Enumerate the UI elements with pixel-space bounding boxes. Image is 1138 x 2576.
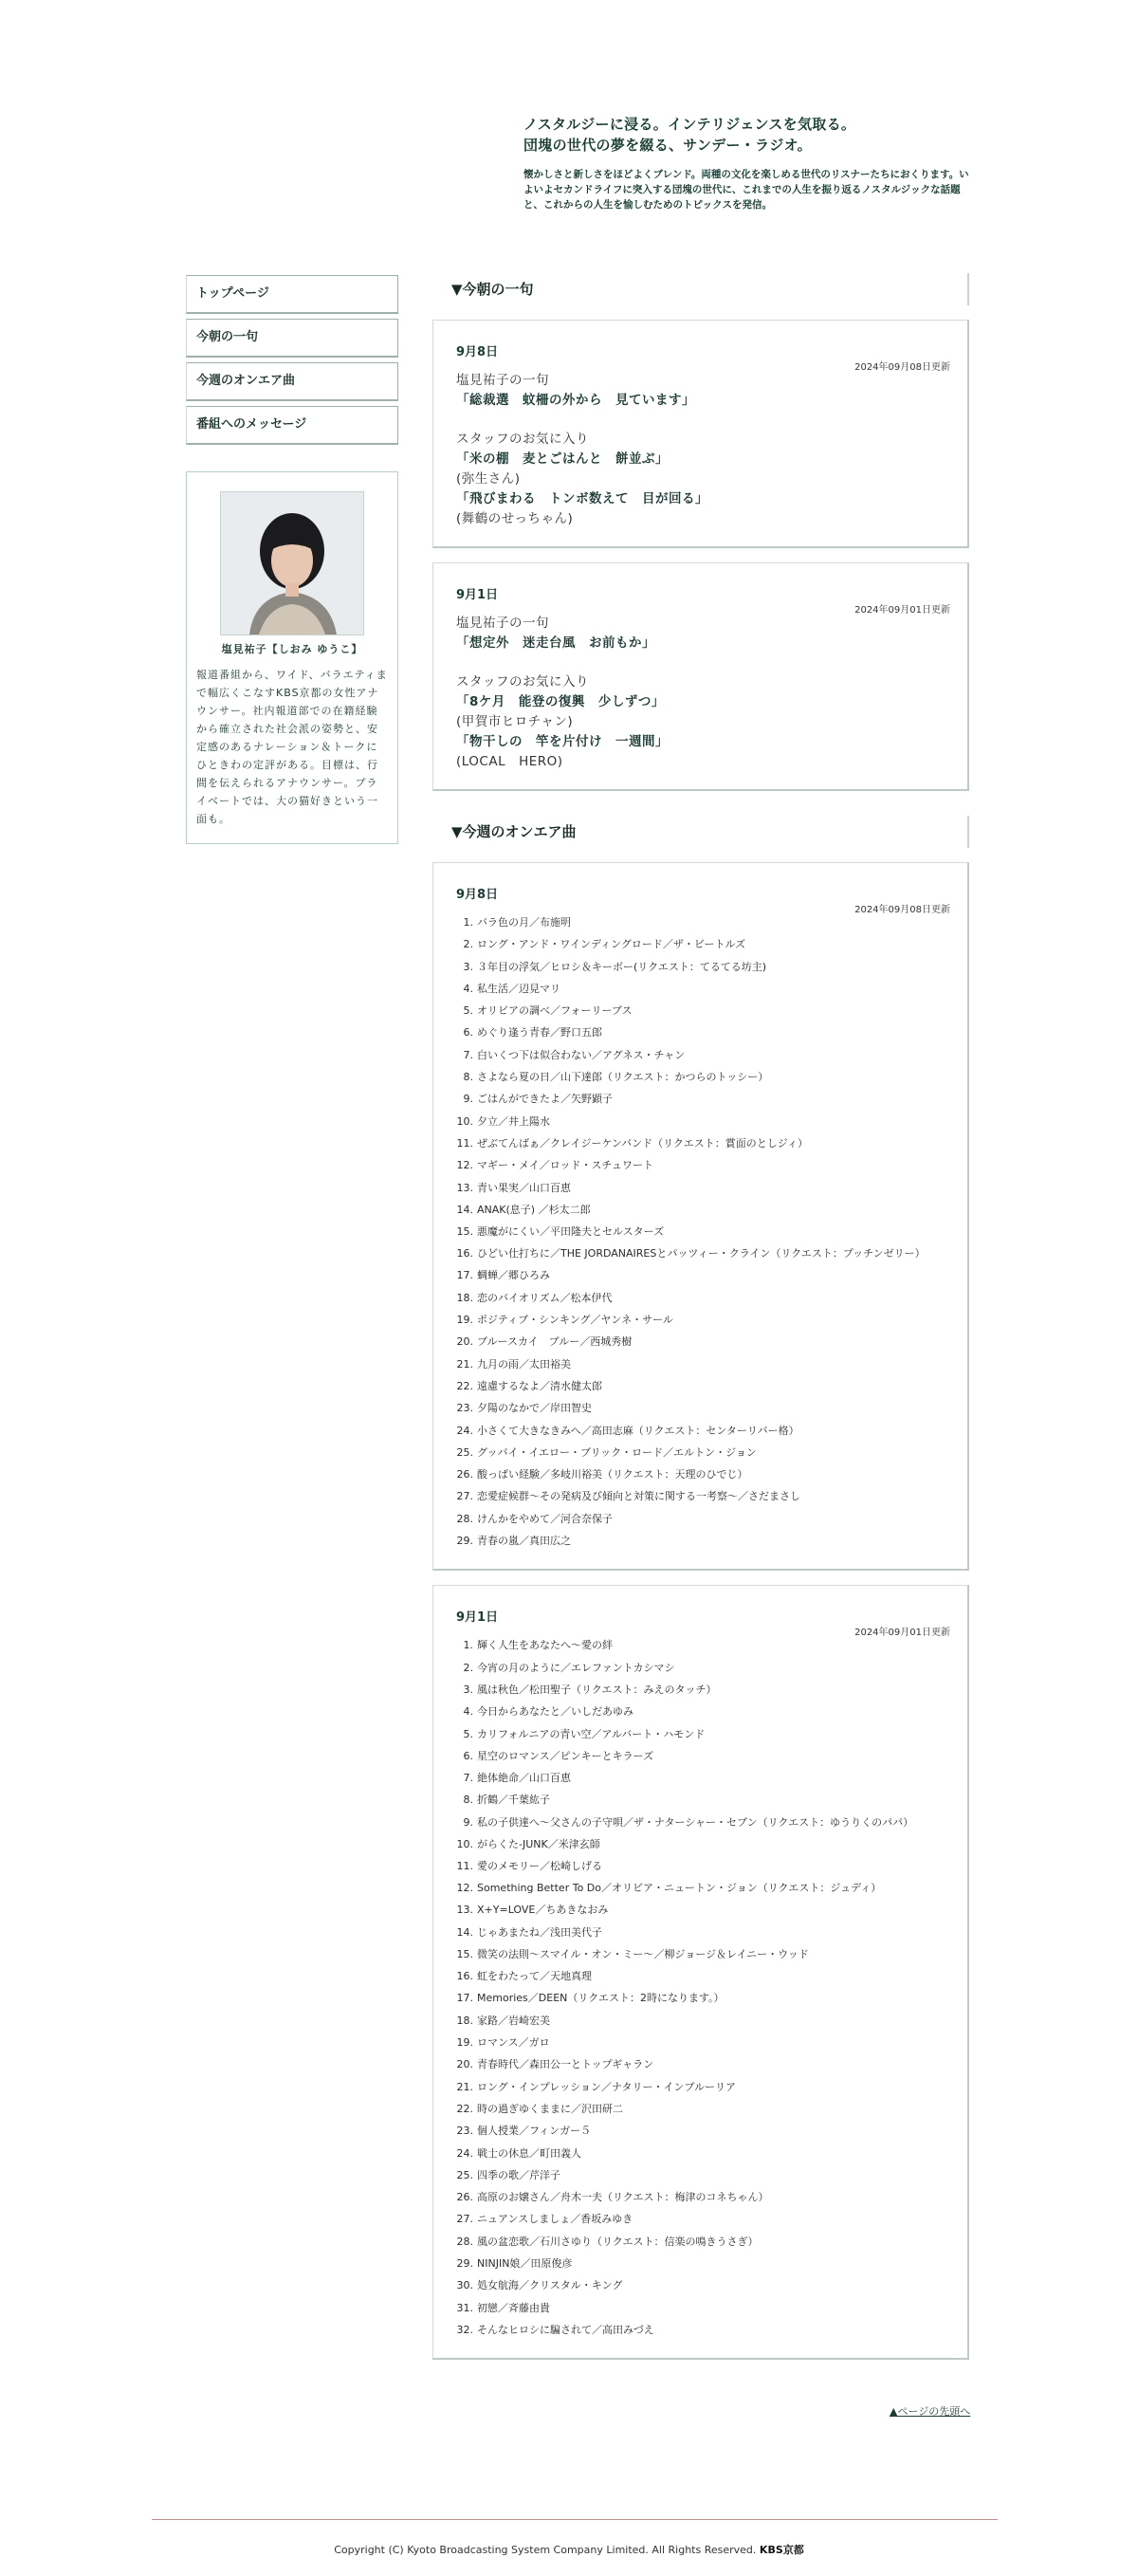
song-number: 12. <box>456 1159 473 1172</box>
song-title: 高原のお嬢さん／舟木一夫（リクエスト：梅津のコネちゃん） <box>477 2191 769 2204</box>
song-item <box>456 1111 950 1132</box>
page-top-link[interactable]: ▲ページの先頭へ <box>890 2405 971 2418</box>
song-title: 青春の嵐／真田広之 <box>477 1535 571 1548</box>
onair-section-heading: ▼今週のオンエア曲 <box>432 816 969 848</box>
song-list <box>456 911 950 1552</box>
song-title: 風は秋色／松田聖子（リクエスト：みえのタッチ） <box>477 1683 717 1696</box>
song-item <box>456 2297 950 2319</box>
sidebar <box>186 275 398 844</box>
song-number: 15. <box>456 1225 473 1239</box>
staff-ku-author: (甲賀市ヒロチャン) <box>456 714 574 729</box>
song-title: 九月の雨／太田裕美 <box>477 1357 571 1371</box>
song-number: 3. <box>463 960 473 973</box>
song-number: 11. <box>456 1859 473 1872</box>
entry-date: 9月8日 <box>456 345 499 359</box>
song-title: 今宵の月のように／エレファントカシマシ <box>477 1661 675 1674</box>
song-title: 個人授業／フィンガー５ <box>477 2125 592 2138</box>
host-ku: 「総裁選 蚊柵の外から 見ています」 <box>456 393 695 408</box>
song-item <box>456 1701 950 1722</box>
song-item <box>456 978 950 1000</box>
song-item <box>456 1508 950 1530</box>
song-number: 27. <box>456 2213 473 2226</box>
song-title: ニュアンスしましょ／香坂みゆき <box>477 2213 633 2226</box>
song-number: 22. <box>456 1379 473 1392</box>
song-item <box>456 2098 950 2120</box>
song-title: 青春時代／森田公一とトップギャラン <box>477 2058 654 2071</box>
song-number: 2. <box>463 1661 473 1674</box>
song-title: 遠慮するなよ／清水健太郎 <box>477 1379 602 1392</box>
song-title: 時の過ぎゆくままに／沢田研二 <box>477 2102 623 2115</box>
song-title: 戦士の休息／町田義人 <box>477 2146 581 2160</box>
song-number: 5. <box>463 1004 473 1018</box>
song-item <box>456 1657 950 1679</box>
footer-copyright <box>0 2542 1138 2557</box>
song-title: カリフォルニアの青い空／アルバート・ハモンド <box>477 1727 706 1740</box>
haiku-entry <box>432 562 969 791</box>
song-number: 17. <box>456 1269 473 1282</box>
song-title: 絶体絶命／山口百恵 <box>477 1772 571 1785</box>
song-number: 19. <box>456 1314 473 1327</box>
haiku-section-heading: ▼今朝の一句 <box>432 273 969 305</box>
entry-updated: 2024年09月01日更新 <box>854 605 950 616</box>
song-item <box>456 1530 950 1552</box>
song-title: グッバイ・イエロー・ブリック・ロード／エルトン・ジョン <box>477 1445 757 1459</box>
song-number: 24. <box>456 2146 473 2160</box>
song-item <box>456 2120 950 2142</box>
song-title: ANAK(息子) ／杉太二郎 <box>477 1203 591 1216</box>
song-item <box>456 1789 950 1811</box>
entry-date: 9月1日 <box>456 588 499 602</box>
song-item <box>456 1679 950 1701</box>
staff-ku: 「米の棚 麦とごはんと 餅並ぶ」 <box>456 451 669 467</box>
song-item <box>456 1463 950 1485</box>
song-title: X+Y=LOVE／ちあきなおみ <box>477 1904 609 1917</box>
entry-date: 9月1日 <box>456 1610 499 1626</box>
program-intro: 懐かしさと新しさをほどよくブレンド。両種の文化を楽しめる世代のリスナーたちにおくります。いよいよセカンドライフに突入する団塊の世代に、これまでの人生を振り返るノスタルジックな話題と、これからの人生を愉しむためのトピックスを発信。 <box>523 169 969 211</box>
nav-item-top[interactable]: トップページ <box>186 275 398 314</box>
song-number: 9. <box>463 1093 473 1106</box>
song-title: Something Better To Do／オリビア・ニュートン・ジョン（リクエスト：ジュディ） <box>477 1882 882 1895</box>
song-number: 10. <box>456 1114 473 1128</box>
song-item <box>456 1000 950 1021</box>
nav-item-haiku[interactable]: 今朝の一句 <box>186 319 398 358</box>
song-number: 4. <box>463 1705 473 1719</box>
song-number: 14. <box>456 1203 473 1216</box>
song-item <box>456 1899 950 1921</box>
song-item <box>456 1723 950 1745</box>
song-number: 31. <box>456 2301 473 2314</box>
song-item <box>456 2053 950 2075</box>
song-item <box>456 1177 950 1199</box>
song-number: 25. <box>456 1445 473 1459</box>
song-number: 22. <box>456 2102 473 2115</box>
song-item <box>456 1485 950 1507</box>
staff-ku-author: (弥生さん) <box>456 471 521 487</box>
haiku-entry <box>432 320 969 548</box>
song-item <box>456 1745 950 1767</box>
song-title: がらくた-JUNK／米津玄師 <box>477 1837 600 1850</box>
song-title: 夕陽のなかで／岸田智史 <box>477 1402 592 1415</box>
song-number: 26. <box>456 1468 473 1481</box>
song-item <box>456 1375 950 1397</box>
song-title: ３年目の浮気／ヒロシ＆キーボー(リクエスト：てるてる坊主) <box>477 960 767 973</box>
host-name: 塩見祐子【しおみ ゆうこ】 <box>221 643 363 655</box>
song-number: 12. <box>456 1882 473 1895</box>
song-title: ロマンス／ガロ <box>477 2036 550 2050</box>
song-number: 14. <box>456 1925 473 1939</box>
song-number: 17. <box>456 1992 473 2005</box>
song-number: 27. <box>456 1490 473 1503</box>
song-title: 白いくつ下は似合わない／アグネス・チャン <box>477 1048 686 1061</box>
song-number: 18. <box>456 1291 473 1304</box>
song-number: 13. <box>456 1904 473 1917</box>
song-number: 15. <box>456 1947 473 1960</box>
song-title: 折鶴／千葉紘子 <box>477 1794 550 1807</box>
song-title: ロング・インプレッション／ナタリー・インブルーリア <box>477 2080 737 2093</box>
song-title: 恋愛症候群～その発病及び傾向と対策に関する一考察～／さだまさし <box>477 1490 800 1503</box>
song-number: 11. <box>456 1136 473 1150</box>
song-title: 夕立／井上陽水 <box>477 1114 550 1128</box>
song-item <box>456 1965 950 1987</box>
staff-ku-author: (LOCAL HERO) <box>456 754 563 769</box>
song-number: 6. <box>463 1026 473 1040</box>
main-content <box>432 273 969 2360</box>
song-item <box>456 2319 950 2341</box>
tagline-line-1: ノスタルジーに浸る。インテリジェンスを気取る。 <box>523 116 856 133</box>
song-item <box>456 2253 950 2274</box>
song-title: 風の盆恋歌／石川さゆり（リクエスト：信楽の鳴きうさぎ） <box>477 2235 759 2248</box>
song-item <box>456 1044 950 1066</box>
song-title: 蜩蝉／郷ひろみ <box>477 1269 550 1282</box>
song-title: 酸っぱい経験／多岐川裕美（リクエスト：天理のひでじ） <box>477 1468 748 1481</box>
song-title: 虹をわたって／天地真理 <box>477 1970 592 1983</box>
host-ku-label: 塩見祐子の一句 <box>456 616 549 631</box>
song-item <box>456 1855 950 1877</box>
song-item <box>456 956 950 978</box>
song-title: そんなヒロシに騙されて／高田みづえ <box>477 2323 654 2336</box>
song-number: 24. <box>456 1424 473 1437</box>
song-number: 3. <box>463 1683 473 1696</box>
song-item <box>456 1397 950 1419</box>
song-number: 13. <box>456 1181 473 1194</box>
song-item <box>456 1877 950 1899</box>
song-item <box>456 2231 950 2253</box>
song-item <box>456 1242 950 1264</box>
song-item <box>456 1767 950 1789</box>
song-list <box>456 1634 950 2341</box>
song-title: Memories／DEEN（リクエスト：2時になります。） <box>477 1992 725 2005</box>
song-number: 23. <box>456 1402 473 1415</box>
song-item <box>456 1221 950 1242</box>
host-ku-label: 塩見祐子の一句 <box>456 373 549 388</box>
staff-ku: 「物干しの 竿を片付け 一週間」 <box>456 734 669 749</box>
song-title: けんかをやめて／河合奈保子 <box>477 1512 613 1525</box>
song-number: 28. <box>456 2235 473 2248</box>
song-number: 29. <box>456 2257 473 2271</box>
song-title: マギー・メイ／ロッド・スチュワート <box>477 1159 654 1172</box>
song-number: 7. <box>463 1772 473 1785</box>
song-number: 10. <box>456 1837 473 1850</box>
song-item <box>456 2076 950 2098</box>
song-item <box>456 1987 950 2009</box>
song-item <box>456 1066 950 1088</box>
song-title: 青い果実／山口百恵 <box>477 1181 571 1194</box>
footer-divider <box>152 2519 998 2520</box>
song-number: 30. <box>456 2279 473 2292</box>
host-photo <box>220 491 364 635</box>
song-number: 8. <box>463 1071 473 1084</box>
song-item <box>456 1634 950 1656</box>
song-number: 16. <box>456 1247 473 1260</box>
song-title: めぐり逢う青春／野口五郎 <box>477 1026 602 1040</box>
host-ku: 「想定外 迷走台風 お前もか」 <box>456 635 655 651</box>
song-title: 愛のメモリー／松崎しげる <box>477 1859 602 1872</box>
song-number: 2. <box>463 938 473 951</box>
song-item <box>456 911 950 933</box>
song-number: 32. <box>456 2323 473 2336</box>
playlist-entry <box>432 862 969 1571</box>
song-title: 私生活／辺見マリ <box>477 982 560 995</box>
song-item <box>456 1442 950 1463</box>
song-title: 恋のバイオリズム／松本伊代 <box>477 1291 613 1304</box>
song-item <box>456 1420 950 1442</box>
song-title: ブルースカイ ブルー／西城秀樹 <box>477 1335 633 1349</box>
staff-ku-author: (舞鶴のせっちゃん) <box>456 511 574 526</box>
song-title: ぜぶてんばぁ／クレイジーケンバンド（リクエスト：賞面のとしジィ） <box>477 1136 809 1150</box>
song-number: 20. <box>456 2058 473 2071</box>
song-number: 4. <box>463 982 473 995</box>
song-item <box>456 2010 950 2032</box>
song-title: 四季の歌／芹洋子 <box>477 2168 560 2181</box>
song-number: 7. <box>463 1048 473 1061</box>
host-bio: 報道番組から、ワイド、バラエティまで幅広くこなすKBS京都の女性アナウンサー。社内報道部での在籍経験から確立された社会派の姿勢と、安定感のあるナレーション＆トークにひときわの定評がある。目標は、行間を伝えられるアナウンサー。プライベートでは、大の猫好きという一面も。 <box>196 669 388 825</box>
entry-updated: 2024年09月08日更新 <box>854 362 950 373</box>
song-item <box>456 1088 950 1110</box>
entry-updated: 2024年09月08日更新 <box>854 905 950 915</box>
tagline-line-2: 団塊の世代の夢を綴る、サンデー・ラジオ。 <box>523 137 812 154</box>
song-item <box>456 1287 950 1309</box>
entry-updated: 2024年09月01日更新 <box>854 1628 950 1639</box>
song-item <box>456 1264 950 1286</box>
nav-item-message[interactable]: 番組へのメッセージ <box>186 406 398 445</box>
song-title: 今日からあなたと／いしだあゆみ <box>477 1705 633 1719</box>
song-title: 家路／岩崎宏美 <box>477 2014 550 2027</box>
song-item <box>456 933 950 955</box>
song-title: 輝く人生をあなたへ～愛の絆 <box>477 1639 613 1652</box>
song-number: 19. <box>456 2036 473 2050</box>
song-item <box>456 2186 950 2208</box>
site-header <box>523 114 969 212</box>
song-item <box>456 1943 950 1965</box>
song-title: さよなら夏の日／山下達郎（リクエスト：かつらのトッシー） <box>477 1071 769 1084</box>
entry-date: 9月8日 <box>456 888 499 902</box>
song-number: 23. <box>456 2125 473 2138</box>
song-number: 21. <box>456 2080 473 2093</box>
song-number: 26. <box>456 2191 473 2204</box>
song-number: 29. <box>456 1535 473 1548</box>
song-item <box>456 1021 950 1043</box>
song-item <box>456 2208 950 2230</box>
song-item <box>456 1132 950 1154</box>
song-item <box>456 1154 950 1176</box>
song-number: 1. <box>463 1639 473 1652</box>
song-number: 5. <box>463 1727 473 1740</box>
song-title: 星空のロマンス／ピンキーとキラーズ <box>477 1749 654 1762</box>
staff-pick-label: スタッフのお気に入り <box>456 432 589 447</box>
song-item <box>456 1833 950 1855</box>
song-number: 20. <box>456 1335 473 1349</box>
song-title: 処女航海／クリスタル・キング <box>477 2279 623 2292</box>
song-title: NINJIN娘／田原俊彦 <box>477 2257 573 2271</box>
song-title: ごはんができたよ／矢野顕子 <box>477 1093 613 1106</box>
song-item <box>456 1199 950 1221</box>
song-item <box>456 1331 950 1352</box>
song-title: 小さくて大きなきみへ／高田志麻（リクエスト：センターリバー格） <box>477 1424 799 1437</box>
song-title: 微笑の法則～スマイル・オン・ミー～／柳ジョージ＆レイニー・ウッド <box>477 1947 809 1960</box>
song-number: 16. <box>456 1970 473 1983</box>
copyright-text: Copyright (C) Kyoto Broadcasting System Company Limited. All Rights Reserved. <box>334 2544 760 2556</box>
song-item <box>456 1812 950 1833</box>
song-title: じゃあまたね／浅田美代子 <box>477 1925 602 1939</box>
footer-brand: KBS京都 <box>759 2544 804 2556</box>
staff-ku: 「8ケ月 能登の復興 少しずつ」 <box>456 694 665 709</box>
song-title: 悪魔がにくい／平田隆夫とセルスターズ <box>477 1225 665 1239</box>
song-number: 21. <box>456 1357 473 1371</box>
song-number: 18. <box>456 2014 473 2027</box>
song-number: 6. <box>463 1749 473 1762</box>
song-title: 私の子供達へ～父さんの子守唄／ザ・ナターシャー・セブン（リクエスト：ゆうりくのパパ） <box>477 1815 914 1829</box>
playlist-entry <box>432 1585 969 2360</box>
song-title: ロング・アンド・ワインディングロード／ザ・ビートルズ <box>477 938 746 951</box>
song-number: 9. <box>463 1815 473 1829</box>
song-title: バラ色の月／布施明 <box>477 916 571 929</box>
staff-pick-label: スタッフのお気に入り <box>456 674 589 690</box>
song-title: 初戀／斉藤由貴 <box>477 2301 550 2314</box>
song-item <box>456 1922 950 1943</box>
staff-ku: 「飛びまわる トンボ数えて 目が回る」 <box>456 491 708 506</box>
song-item <box>456 2143 950 2164</box>
song-number: 25. <box>456 2168 473 2181</box>
song-number: 8. <box>463 1794 473 1807</box>
song-item <box>456 1353 950 1375</box>
song-title: ひどい仕打ちに／THE JORDANAIRESとパッツィー・クライン（リクエスト：プッチンゼリー） <box>477 1247 926 1260</box>
song-item <box>456 1309 950 1331</box>
song-title: ポジティブ・シンキング／ヤンネ・サール <box>477 1314 673 1327</box>
song-number: 1. <box>463 916 473 929</box>
song-item <box>456 2164 950 2186</box>
song-item <box>456 2274 950 2296</box>
nav-item-onair[interactable]: 今週のオンエア曲 <box>186 362 398 401</box>
song-item <box>456 2032 950 2053</box>
host-profile <box>186 471 398 844</box>
song-number: 28. <box>456 1512 473 1525</box>
song-title: オリビアの調べ／フォーリーブス <box>477 1004 633 1018</box>
host-portrait-image <box>221 492 363 635</box>
